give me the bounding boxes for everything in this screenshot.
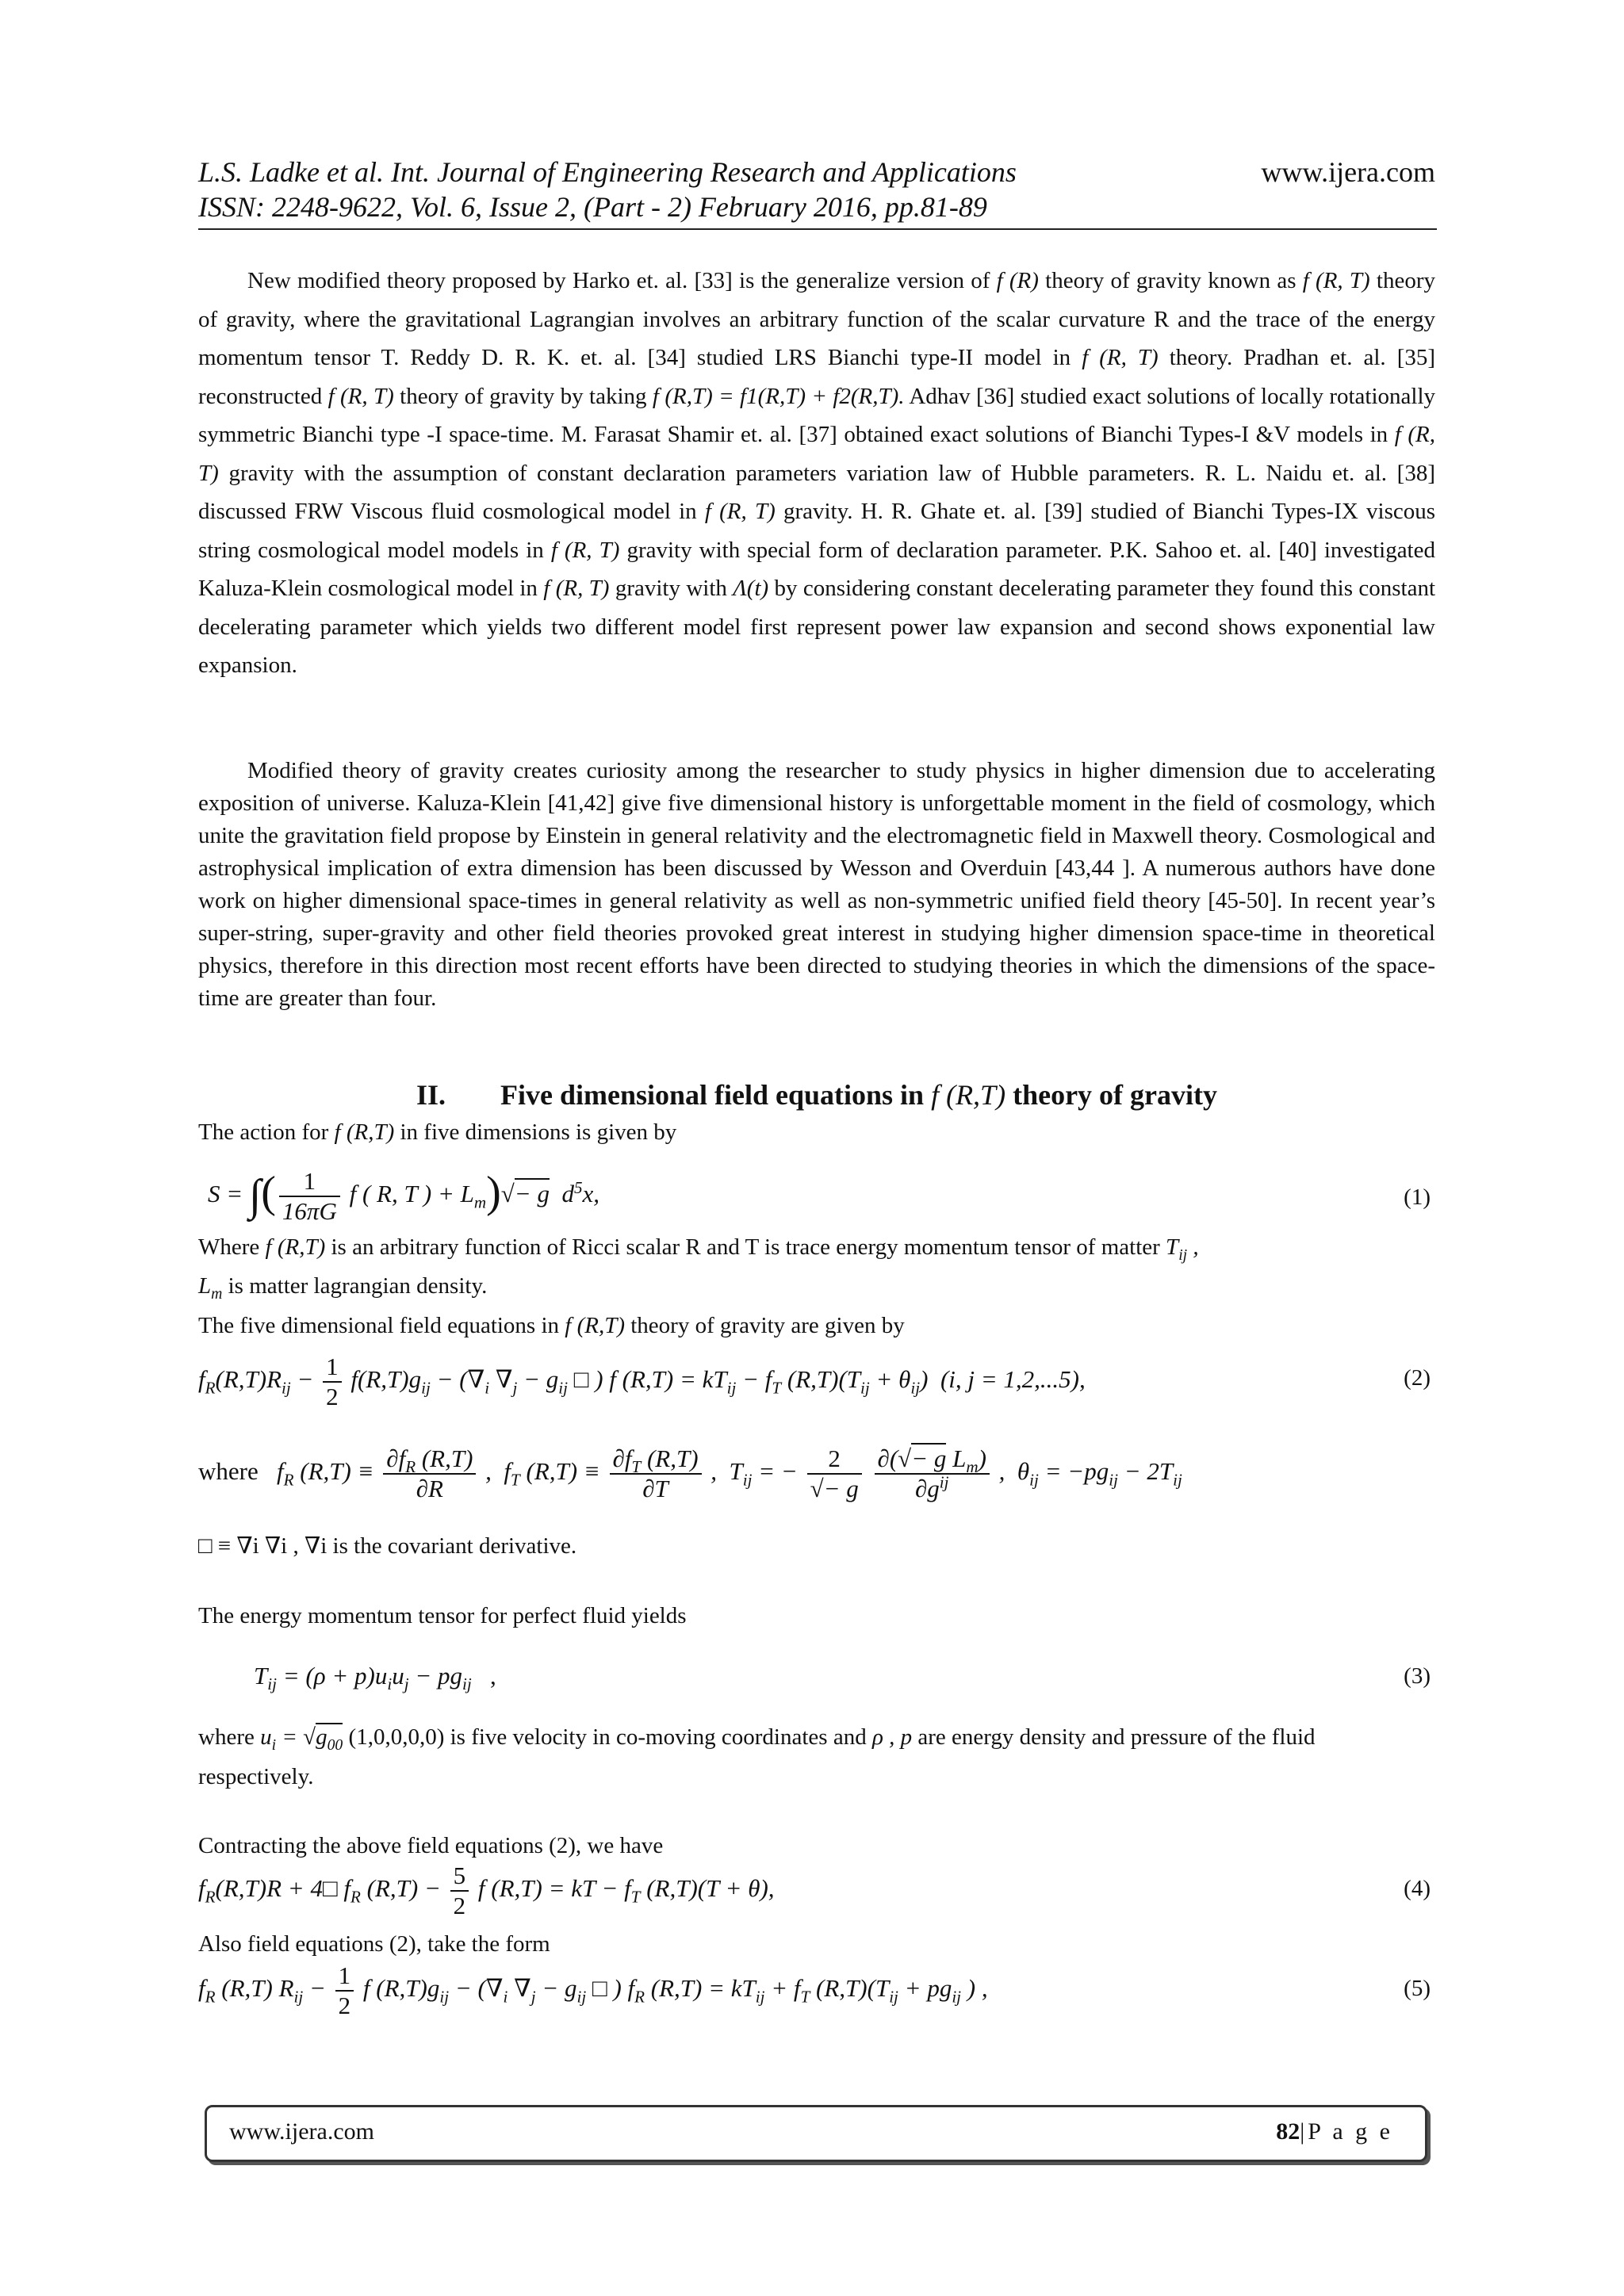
header-site-link[interactable]: www.ijera.com	[1261, 156, 1435, 188]
math-ui: $u_i = √g_{00}$ (1,0,0,0,0)	[260, 1724, 445, 1754]
header-line-1	[198, 155, 1435, 189]
math-fRT-sum: f (R,T) = f1(R,T) + f2(R,T).	[652, 383, 905, 409]
equation-2	[198, 1348, 1435, 1411]
journal-citation: L.S. Ladke et al. Int. Journal of Engineering Research and Applications	[198, 156, 1017, 188]
where1-text-b: is an arbitrary function of Ricci scalar R and T is trace energy momentum tensor of matter	[331, 1234, 1160, 1260]
math-fRT: f (R,T)	[565, 1313, 625, 1338]
definitions-line	[198, 1437, 1435, 1516]
where1-text-a: Where	[198, 1234, 260, 1260]
field-eq-text-a: The five dimensional field equations in	[198, 1313, 560, 1338]
equation-4-number: (4)	[1404, 1876, 1431, 1901]
para1-text-d: theory. Pradhan et. al. [35] reconstructed	[198, 345, 1436, 409]
para1-text-j: gravity with	[615, 576, 727, 601]
para1-text-k: by considering constant decelerating parameter they found this constant decelerating parameter which yields two different model first represent power law expansion and second shows exponential law expansion.	[198, 576, 1436, 678]
para1-text-i: gravity with special form of declaration parameter. P.K. Sahoo et. al. [40] investigated Kaluza-Klein cosmological model in	[198, 537, 1435, 601]
section-title-a: Five dimensional field equations in	[500, 1079, 925, 1111]
page-number-value: 82	[1276, 2118, 1300, 2145]
math-fRT: f (R, T)	[1082, 345, 1159, 370]
math-fR: f (R)	[996, 268, 1039, 293]
math-fRT: f (R, T)	[327, 383, 394, 409]
where-line-1	[198, 1231, 1435, 1263]
lm-line	[198, 1270, 1435, 1302]
page-footer	[205, 2105, 1427, 2162]
field-eq-intro-line	[198, 1310, 1435, 1341]
para1-text-h: gravity. H. R. Ghate et. al. [39] studied of Bianchi Types-IX viscous string cosmological model models in	[198, 499, 1436, 563]
math-lambda-t: Λ(t)	[733, 576, 769, 601]
equation-1	[198, 1150, 1435, 1225]
equation-5	[198, 1961, 1435, 2017]
contract-line: Contracting the above field equations (2), we have	[198, 1833, 664, 1858]
para1-text-b: theory of gravity known as	[1045, 268, 1297, 293]
box-operator-line: □ ≡ ∇i ∇i , ∇i is the covariant derivative.	[198, 1533, 577, 1559]
where-line-3	[198, 1717, 1435, 1797]
paragraph-higher-dimensions: Modified theory of gravity creates curiosity among the researcher to study physics in higher dimension due to accelerating exposition of universe. Kaluza-Klein [41,42] give five dimensional history is unforgettable moment in the field of cosmology, which unite the gravitation field propose by Einstein in general relativity and the electromagnetic field in Maxwell theory. Cosmological and astrophysical implication of extra dimension has been discussed by Wesson and Overduin [43,44 ]. A numerous authors have done work on higher dimensional space-times in general relativity as well as non-symmetric unified field theory [45-50]. In recent year’s super-string, super-gravity and other field theories provoked great interest in studying higher dimension space-time in theoretical physics, therefore in this direction most recent efforts have been directed to studying theories in which the dimensions of the space-time are greater than four.	[198, 758, 1435, 1011]
para1-text-a: New modified theory proposed by Harko et. al. [33] is the generalize version of	[247, 268, 990, 293]
also-line: Also field equations (2), take the form	[198, 1931, 550, 1957]
math-Lm: $L_m$	[198, 1273, 223, 1303]
math-fRT: f (R, T)	[543, 576, 610, 601]
equation-4-body: $f_R(R,T)R$ + 4□ $f_R$ (R,T) − $\frac{5}{2}$ f (R,T) = kT − $f_T$ (R,T)(T + θ),	[198, 1862, 775, 1919]
equation-2-number: (2)	[1404, 1365, 1431, 1391]
action-text-a: The action for	[198, 1119, 329, 1145]
action-text-b: in five dimensions is given by	[400, 1119, 677, 1145]
math-fRT: f (R,T)	[334, 1119, 395, 1145]
equation-3-number: (3)	[1404, 1663, 1431, 1689]
equation-5-body: $f_R$ (R,T) $R_{ij}$ − $\frac{1}{2}$ f $(R,T)g_{ij} - (\nabla_i$ $\nabla_j - g_{ij}$ □ ) $f_R$ $(R,T) = kT_{ij} + f_T$ $(R,T)(T_{ij} + pg_{ij}$ ) ,	[198, 1961, 988, 2019]
lm-text: is matter lagrangian density.	[228, 1273, 488, 1299]
math-fRT: f (R, T)	[1302, 268, 1370, 293]
equation-3-body: $T_{ij} = (\rho + p)u_iu_j - pg_{ij}$ ,	[254, 1662, 496, 1694]
footer-site-link[interactable]: www.ijera.com	[229, 2118, 374, 2145]
equation-2-body: $f_R(R,T)R_{ij}$ − $\frac{1}{2}$ $f(R,T)g_{ij} - (\nabla_i$ $\nabla_j - g_{ij}$ □ ) f $(R,T) = kT_{ij} - f_T$ $(R,T)(T_{ij} + \theta_{ij})$ (i, j = 1,2,...5),	[198, 1353, 1086, 1410]
equation-1-body: S = ∫( $\frac{1}{16\pi G}$ f ( R, T ) + $L_m)√- g$ $d^5x$,	[208, 1167, 600, 1225]
section-title-b: theory of gravity	[1013, 1079, 1218, 1111]
equation-5-number: (5)	[1404, 1976, 1431, 2001]
math-fRT: f (R,T)	[265, 1234, 326, 1260]
emt-intro-line: The energy momentum tensor for perfect fluid yields	[198, 1603, 687, 1628]
para1-text-e: theory of gravity by taking	[400, 383, 647, 409]
equation-4	[198, 1862, 1435, 1917]
para1-text-c: theory of gravity, where the gravitational Lagrangian involves an arbitrary function of the scalar curvature R and the trace of the energy momentum tensor T. Reddy D. R. K. et. al. [34] studied LRS Bianchi type-II model in	[198, 268, 1436, 370]
where3-text-c: are energy density and pressure of the fluid respectively.	[198, 1724, 1316, 1789]
equation-1-number: (1)	[1404, 1184, 1431, 1210]
where3-text-b: is five velocity in co-moving coordinates and	[450, 1724, 867, 1750]
math-Tij: $T_{ij}$ ,	[1166, 1234, 1199, 1264]
where2-label: where	[198, 1457, 259, 1486]
definitions-body: where $f_R$ (R,T) ≡ $\frac{\partial f_R (R,T)}{\partial R}$ , $f_T$ (R,T) ≡ $\frac{\partial f_T (R,T)}{\partial T}$ , $T_{ij}$ = − $\frac{2}{√- g}$ $\frac{\partial(√- g L_m)}{\partial g^{ij}}$ , $\theta_{ij} = -pg_{ij} - 2T_{ij}$	[198, 1445, 1182, 1502]
page-number	[1276, 2118, 1393, 2145]
header-divider	[198, 228, 1437, 230]
field-eq-text-b: theory of gravity are given by	[630, 1313, 905, 1338]
header-line-2: ISSN: 2248-9622, Vol. 6, Issue 2, (Part - 2) February 2016, pp.81-89	[198, 191, 987, 223]
math-fRT: f (R, T)	[704, 499, 776, 524]
action-intro-line	[198, 1116, 1435, 1148]
math-fRT: f (R, T)	[198, 422, 1435, 486]
para1-text-f: Adhav [36] studied exact solutions of locally rotationally symmetric Bianchi type -I space-time. M. Farasat Shamir et. al. [37] obtained exact solutions of Bianchi Types-I &V models in	[198, 383, 1436, 447]
section-number: II.	[416, 1079, 446, 1111]
equation-3	[198, 1657, 1435, 1705]
math-rho-p: ρ , p	[871, 1724, 913, 1750]
para1-text-g: gravity with the assumption of constant declaration parameters variation law of Hubble parameters. R. L. Naidu et. al. [38] discussed FRW Viscous fluid cosmological model in	[198, 460, 1435, 524]
paragraph-intro	[198, 262, 1435, 685]
running-header	[198, 155, 1435, 224]
math-fRT: f (R, T)	[550, 537, 620, 563]
where3-text-a: where	[198, 1724, 255, 1750]
section-heading	[198, 1078, 1435, 1112]
page-label: |P a g e	[1300, 2118, 1393, 2145]
section-title-math: f (R,T)	[931, 1079, 1006, 1111]
